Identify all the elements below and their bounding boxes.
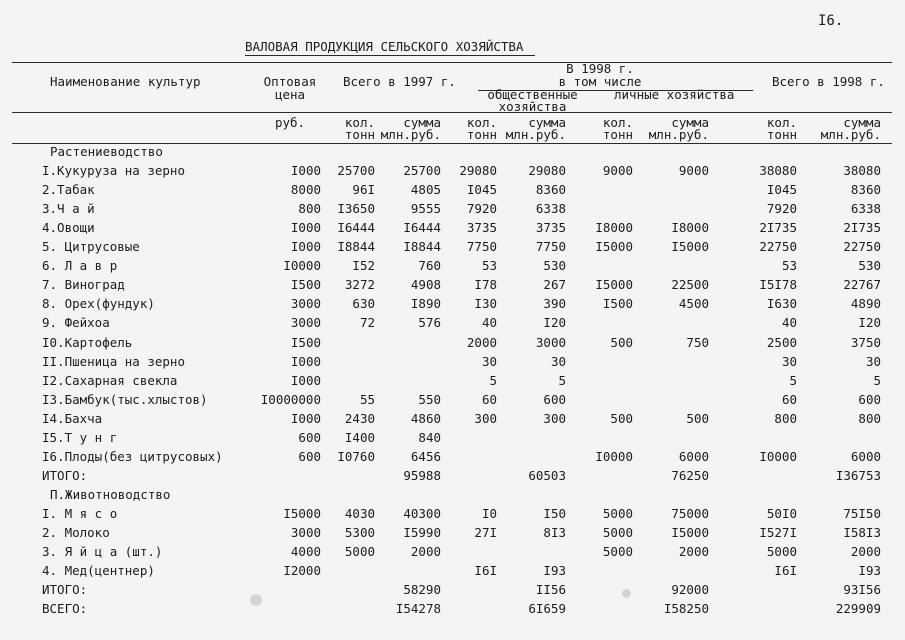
cell-s98: 3750 — [850, 334, 881, 350]
cell-q98: I0000 — [759, 448, 797, 464]
cell-sp: 6338 — [535, 201, 566, 217]
cell-qp: 53 — [481, 258, 497, 274]
cell-q97: I3650 — [337, 201, 375, 217]
cell-s97: 9555 — [410, 201, 441, 217]
cell-s97: I5990 — [403, 525, 441, 540]
unit-sum-sl-line1: сумма — [671, 115, 709, 130]
cell-sp: 7750 — [535, 239, 566, 255]
cell-q98: 5 — [789, 372, 797, 388]
cell-sl: 22500 — [671, 277, 709, 293]
unit-sum-s97-line1: сумма — [403, 115, 441, 130]
cell-sp: 29080 — [528, 163, 566, 179]
header-total-1998: Всего в 1998 г. — [772, 74, 885, 89]
cell-q97: I400 — [344, 429, 375, 445]
cell-sp: 60503 — [528, 467, 566, 483]
cell-price: I000 — [290, 220, 321, 236]
cell-price: I0000 — [283, 258, 321, 274]
cell-s98: 800 — [858, 410, 881, 426]
cell-q97: 25700 — [337, 163, 375, 179]
cell-s98: I20 — [858, 315, 881, 331]
cell-s97: I8844 — [403, 239, 441, 255]
unit-sum-sl-line2: млн.руб. — [648, 127, 709, 142]
cell-s97: 576 — [418, 315, 441, 331]
cell-price: I000 — [290, 372, 321, 388]
header-name-column: Наименование культур — [50, 74, 201, 89]
cell-s98: 22767 — [843, 277, 881, 293]
header-public-farms-line2: хозяйства — [498, 99, 567, 114]
header-1998: В 1998 г. — [566, 61, 634, 76]
cell-s98: 22750 — [843, 239, 881, 255]
cell-q98: I630 — [766, 296, 797, 312]
cell-sp: 600 — [543, 391, 566, 407]
cell-sl: 92000 — [671, 582, 709, 598]
unit-qty-ql-line2: тонн — [602, 127, 633, 142]
cell-q97: I8844 — [337, 239, 375, 255]
cell-ql: 5000 — [602, 525, 633, 540]
cell-s97: 6456 — [410, 448, 441, 464]
row-name: 2.Табак — [42, 182, 95, 198]
cell-ql: I5000 — [595, 239, 633, 255]
cell-s97: 840 — [418, 429, 441, 445]
cell-sl: 2000 — [678, 544, 709, 560]
cell-q98: 40 — [781, 315, 797, 331]
row-name: I4.Бахча — [42, 410, 103, 426]
row-name: П.Животноводство — [50, 486, 171, 502]
unit-qty-q98-line2: тонн — [766, 127, 797, 142]
ink-smudge — [622, 589, 631, 598]
cell-sp: 8360 — [535, 182, 566, 198]
cell-ql: 9000 — [602, 163, 633, 179]
header-mid-rule — [12, 112, 892, 113]
cell-s98: 4890 — [850, 296, 881, 312]
row-name: 3.Ч а й — [42, 201, 95, 217]
header-personal-farms: личные хозяйства — [614, 87, 735, 102]
cell-qp: 3735 — [466, 220, 497, 236]
cell-q97: 4030 — [344, 505, 375, 521]
title-underline — [245, 55, 535, 56]
cell-sp: I50 — [543, 505, 566, 521]
cell-q98: I6I — [774, 563, 797, 579]
cell-s98: 75I50 — [843, 505, 881, 521]
cell-sl: I5000 — [671, 239, 709, 255]
cell-qp: I045 — [466, 182, 497, 198]
cell-q97: 72 — [359, 315, 375, 331]
cell-sl: I58250 — [663, 601, 709, 617]
cell-sl: 76250 — [671, 467, 709, 483]
header-top-rule — [12, 62, 892, 63]
cell-price: 3000 — [290, 296, 321, 312]
cell-s98: 229909 — [835, 601, 881, 617]
cell-s97: I890 — [410, 296, 441, 312]
cell-sp: 30 — [550, 353, 566, 369]
cell-q98: 38080 — [759, 163, 797, 179]
cell-price: I500 — [290, 334, 321, 350]
cell-qp: 29080 — [459, 163, 497, 179]
cell-q98: 800 — [774, 410, 797, 426]
row-name: ВСЕГО: — [42, 601, 88, 617]
row-name: 5. Цитрусовые — [42, 239, 140, 255]
cell-price: 3000 — [290, 525, 321, 540]
document-title: ВАЛОВАЯ ПРОДУКЦИЯ СЕЛЬСКОГО ХОЗЯЙСТВА — [245, 39, 524, 54]
row-name: II.Пшеница на зерно — [42, 353, 185, 369]
unit-price: руб. — [274, 115, 306, 130]
cell-price: I000 — [290, 353, 321, 369]
unit-qty-q97-line1: кол. — [344, 115, 375, 130]
cell-sp: 390 — [543, 296, 566, 312]
row-name: 6. Л а в р — [42, 258, 118, 274]
cell-sp: 267 — [543, 277, 566, 293]
cell-sl: I5000 — [671, 525, 709, 540]
cell-s98: 6338 — [850, 201, 881, 217]
unit-sum-sp-line2: млн.руб. — [505, 127, 566, 142]
unit-sum-s98-line2: млн.руб. — [820, 127, 881, 142]
header-price-line2: цена — [274, 87, 306, 102]
cell-q98: 22750 — [759, 239, 797, 255]
row-name: 7. Виноград — [42, 277, 125, 293]
row-name: 4. Мед(центнер) — [42, 563, 155, 579]
cell-s98: I58I3 — [843, 525, 881, 540]
cell-q98: 5000 — [766, 544, 797, 560]
cell-q97: 96I — [352, 182, 375, 198]
cell-sp: 8I3 — [543, 525, 566, 540]
unit-sum-s98-line1: сумма — [843, 115, 881, 130]
cell-qp: 300 — [474, 410, 497, 426]
cell-s97: 2000 — [410, 544, 441, 560]
row-name: I. М я с о — [42, 505, 118, 521]
unit-sum-s97-line2: млн.руб. — [380, 127, 441, 142]
cell-qp: I0 — [481, 505, 497, 521]
page-number: I6. — [818, 13, 844, 29]
unit-qty-qp-line1: кол. — [466, 115, 497, 130]
cell-q97: I52 — [352, 258, 375, 274]
cell-ql: I5000 — [595, 277, 633, 293]
cell-s98: I93 — [858, 563, 881, 579]
cell-s97: 4908 — [410, 277, 441, 293]
cell-sl: 9000 — [678, 163, 709, 179]
cell-q97: I0760 — [337, 448, 375, 464]
row-name: 3. Я й ц а (шт.) — [42, 544, 163, 560]
cell-sp: 300 — [543, 410, 566, 426]
row-name: I.Кукуруза на зерно — [42, 163, 185, 179]
cell-q98: 2500 — [766, 334, 797, 350]
row-name: I0.Картофель — [42, 334, 133, 350]
cell-q98: I5I78 — [759, 277, 797, 293]
cell-q97: 2430 — [344, 410, 375, 426]
row-name: Растениеводство — [50, 144, 163, 159]
unit-qty-q97-line2: тонн — [344, 127, 375, 142]
cell-q98: 2I735 — [759, 220, 797, 236]
cell-s98: 530 — [858, 258, 881, 274]
cell-sp: I20 — [543, 315, 566, 331]
cell-s98: 30 — [865, 353, 881, 369]
cell-sp: I93 — [543, 563, 566, 579]
cell-sp: II56 — [535, 582, 566, 598]
cell-sl: 4500 — [678, 296, 709, 312]
cell-sl: 75000 — [671, 505, 709, 521]
cell-ql: 500 — [610, 334, 633, 350]
unit-qty-q98-line1: кол. — [766, 115, 797, 130]
cell-s98: 6000 — [850, 448, 881, 464]
cell-price: I000 — [290, 163, 321, 179]
cell-s97: 95988 — [403, 467, 441, 483]
cell-s97: 4860 — [410, 410, 441, 426]
row-name: I2.Сахарная свекла — [42, 372, 178, 388]
unit-qty-ql-line1: кол. — [602, 115, 633, 130]
cell-price: 600 — [298, 448, 321, 464]
cell-qp: 40 — [481, 315, 497, 331]
row-name: ИТОГО: — [42, 582, 88, 598]
cell-sp: 5 — [558, 372, 566, 388]
cell-qp: 5 — [489, 372, 497, 388]
cell-s97: I54278 — [395, 601, 441, 617]
cell-price: I2000 — [283, 563, 321, 579]
cell-s98: 2I735 — [843, 220, 881, 236]
cell-s98: 2000 — [850, 544, 881, 560]
cell-sp: 6I659 — [528, 601, 566, 617]
cell-q97: 3272 — [344, 277, 375, 293]
cell-price: 8000 — [290, 182, 321, 198]
header-price-line1: Оптовая — [263, 74, 317, 89]
cell-qp: I78 — [474, 277, 497, 293]
cell-qp: 7750 — [466, 239, 497, 255]
row-name: I6.Плоды(без цитрусовых) — [42, 448, 223, 464]
cell-q97: 55 — [359, 391, 375, 407]
row-name: 2. Молоко — [42, 525, 110, 540]
cell-q97: I6444 — [337, 220, 375, 236]
cell-s97: 40300 — [403, 505, 441, 521]
cell-sp: 530 — [543, 258, 566, 274]
cell-s98: 600 — [858, 391, 881, 407]
cell-s98: 8360 — [850, 182, 881, 198]
cell-s98: 5 — [873, 372, 881, 388]
cell-s97: 58290 — [403, 582, 441, 598]
cell-sl: 750 — [686, 334, 709, 350]
cell-qp: 30 — [481, 353, 497, 369]
unit-qty-qp-line2: тонн — [466, 127, 497, 142]
cell-price: I000 — [290, 410, 321, 426]
cell-sl: 6000 — [678, 448, 709, 464]
cell-sp: 3735 — [535, 220, 566, 236]
cell-q98: 50I0 — [766, 505, 797, 521]
cell-qp: 27I — [474, 525, 497, 540]
cell-q98: 60 — [781, 391, 797, 407]
cell-q97: 5300 — [344, 525, 375, 540]
cell-ql: I500 — [602, 296, 633, 312]
header-including: в том числе — [558, 74, 642, 89]
cell-s98: 38080 — [843, 163, 881, 179]
cell-q97: 630 — [352, 296, 375, 312]
cell-qp: 60 — [481, 391, 497, 407]
row-name: 9. Фейхоа — [42, 315, 110, 331]
row-name: I5.Т у н г — [42, 429, 118, 445]
cell-ql: 5000 — [602, 505, 633, 521]
cell-qp: 2000 — [466, 334, 497, 350]
cell-ql: 500 — [610, 410, 633, 426]
cell-sl: I8000 — [671, 220, 709, 236]
cell-qp: I30 — [474, 296, 497, 312]
cell-q98: I045 — [766, 182, 797, 198]
cell-price: I000 — [290, 239, 321, 255]
row-name: 4.Овощи — [42, 220, 95, 236]
cell-price: I0000000 — [260, 391, 321, 407]
unit-sum-sp-line1: сумма — [528, 115, 566, 130]
header-public-farms-line1: общественные — [487, 87, 578, 102]
cell-s97: 4805 — [410, 182, 441, 198]
row-name: I3.Бамбук(тыс.хлыстов) — [42, 391, 208, 407]
cell-price: 600 — [298, 429, 321, 445]
cell-s97: 550 — [418, 391, 441, 407]
cell-q98: 30 — [781, 353, 797, 369]
cell-q98: 7920 — [766, 201, 797, 217]
cell-qp: 7920 — [466, 201, 497, 217]
ink-smudge — [250, 594, 262, 606]
cell-q98: I527I — [759, 525, 797, 540]
cell-ql: 5000 — [602, 544, 633, 560]
cell-q98: 53 — [781, 258, 797, 274]
cell-price: I500 — [290, 277, 321, 293]
cell-s97: I6444 — [403, 220, 441, 236]
cell-price: 800 — [298, 201, 321, 217]
cell-ql: I8000 — [595, 220, 633, 236]
cell-s98: I36753 — [835, 467, 881, 483]
cell-s98: 93I56 — [843, 582, 881, 598]
cell-price: 3000 — [290, 315, 321, 331]
row-name: ИТОГО: — [42, 467, 88, 483]
cell-sl: 500 — [686, 410, 709, 426]
header-total-1997: Всего в 1997 г. — [343, 74, 456, 89]
row-name: 8. Орех(фундук) — [42, 296, 155, 312]
cell-ql: I0000 — [595, 448, 633, 464]
cell-qp: I6I — [474, 563, 497, 579]
cell-price: I5000 — [283, 505, 321, 521]
cell-q97: 5000 — [344, 544, 375, 560]
cell-sp: 3000 — [535, 334, 566, 350]
cell-s97: 25700 — [403, 163, 441, 179]
cell-s97: 760 — [418, 258, 441, 274]
cell-price: 4000 — [290, 544, 321, 560]
